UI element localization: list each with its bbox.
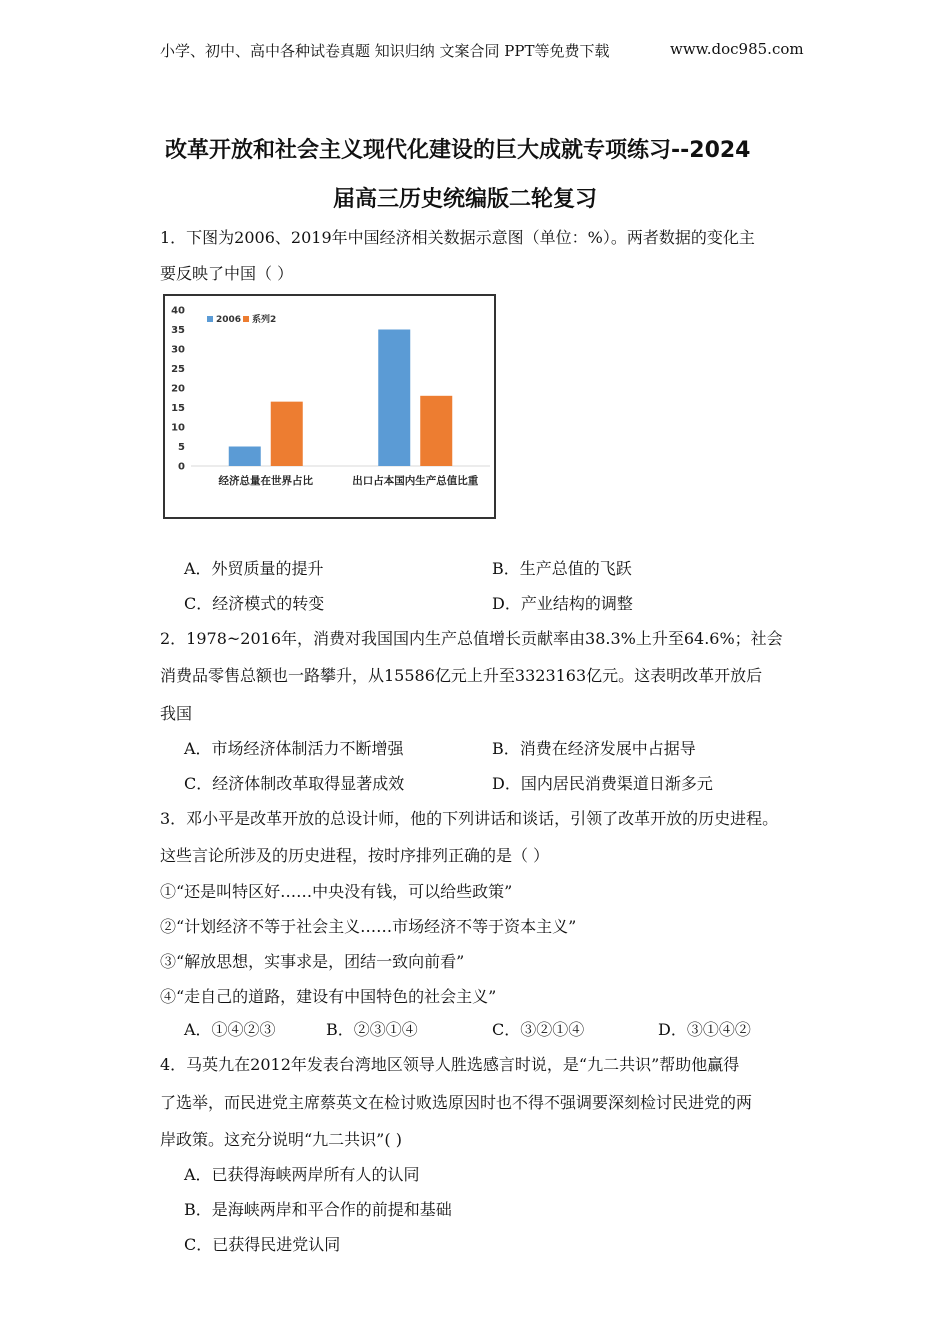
y-tick-label: 35 xyxy=(171,325,185,336)
bar-系列2-0 xyxy=(271,402,303,466)
q2-option-c[interactable]: C．经济体制改革取得显著成效 xyxy=(184,774,405,793)
y-tick-label: 25 xyxy=(171,364,185,375)
legend-swatch xyxy=(207,316,213,322)
y-tick-label: 15 xyxy=(171,403,185,414)
header-site-link[interactable]: www.doc985.com xyxy=(670,40,804,58)
q1-option-a[interactable]: A．外贸质量的提升 xyxy=(184,559,324,578)
q3-option-a[interactable]: A．①④②③ xyxy=(184,1020,276,1039)
q1-option-d[interactable]: D．产业结构的调整 xyxy=(492,594,633,613)
q1-option-b[interactable]: B．生产总值的飞跃 xyxy=(492,559,632,578)
q3-option-d[interactable]: D．③①④② xyxy=(658,1020,751,1039)
q1-stem-line2: 要反映了中国（ ） xyxy=(160,264,294,283)
y-tick-label: 30 xyxy=(171,344,185,356)
y-tick-label: 5 xyxy=(178,442,185,453)
q4-option-a[interactable]: A．已获得海峡两岸所有人的认同 xyxy=(184,1165,420,1184)
y-tick-label: 0 xyxy=(178,461,185,473)
y-tick-label: 40 xyxy=(171,305,185,317)
q3-item-3: ③“解放思想，实事求是，团结一致向前看” xyxy=(160,952,465,971)
header-text: 小学、初中、高中各种试卷真题 知识归纳 文案合同 PPT等免费下载 xyxy=(160,42,610,60)
q3-item-2: ②“计划经济不等于社会主义……市场经济不等于资本主义” xyxy=(160,917,577,936)
y-tick-label: 20 xyxy=(171,383,185,395)
q1-chart-svg xyxy=(165,296,498,521)
q3-item-1: ①“还是叫特区好……中央没有钱，可以给些政策” xyxy=(160,882,513,901)
bar-系列2-1 xyxy=(420,396,452,466)
q2-option-b[interactable]: B．消费在经济发展中占据导 xyxy=(492,739,696,758)
legend-swatch xyxy=(243,316,249,322)
q2-stem-line1: 2．1978~2016年，消费对我国国内生产总值增长贡献率由38.3%上升至64.6%；社会 xyxy=(160,629,783,648)
q3-option-b[interactable]: B．②③①④ xyxy=(326,1020,418,1039)
doc-title-line1: 改革开放和社会主义现代化建设的巨大成就专项练习--2024 xyxy=(165,138,751,163)
x-category-label: 经济总量在世界占比 xyxy=(218,475,313,487)
y-tick-label: 10 xyxy=(171,422,185,434)
legend-label: 系列2 xyxy=(252,315,277,325)
q4-stem-line3: 岸政策。这充分说明“九二共识”( ) xyxy=(160,1130,402,1149)
q4-stem-line1: 4．马英九在2012年发表台湾地区领导人胜选感言时说，是“九二共识”帮助他赢得 xyxy=(160,1055,740,1074)
q2-stem-line2: 消费品零售总额也一路攀升，从15586亿元上升至3323163亿元。这表明改革开放后 xyxy=(160,666,763,685)
q1-stem-line1: 1．下图为2006、2019年中国经济相关数据示意图（单位：%）。两者数据的变化主 xyxy=(160,228,755,247)
q3-option-c[interactable]: C．③②①④ xyxy=(492,1020,585,1039)
q4-stem-line2: 了选举，而民进党主席蔡英文在检讨败选原因时也不得不强调要深刻检讨民进党的两 xyxy=(160,1093,753,1112)
q1-option-c[interactable]: C．经济模式的转变 xyxy=(184,594,325,613)
q1-chart xyxy=(163,294,496,519)
q2-option-a[interactable]: A．市场经济体制活力不断增强 xyxy=(184,739,404,758)
q2-option-d[interactable]: D．国内居民消费渠道日渐多元 xyxy=(492,774,713,793)
doc-title-line2: 届高三历史统编版二轮复习 xyxy=(333,187,598,212)
bar-2006-0 xyxy=(229,447,261,467)
page-header xyxy=(160,40,804,61)
q3-item-4: ④“走自己的道路，建设有中国特色的社会主义” xyxy=(160,987,497,1006)
q3-stem-line1: 3．邓小平是改革开放的总设计师，他的下列讲话和谈话，引领了改革开放的历史进程。 xyxy=(160,809,779,828)
q3-stem-line2: 这些言论所涉及的历史进程，按时序排列正确的是（ ） xyxy=(160,846,550,865)
q4-option-c[interactable]: C．已获得民进党认同 xyxy=(184,1235,341,1254)
x-category-label: 出口占本国内生产总值比重 xyxy=(352,475,479,487)
bar-2006-1 xyxy=(378,330,410,467)
q2-stem-line3: 我国 xyxy=(160,704,193,723)
q4-option-b[interactable]: B．是海峡两岸和平合作的前提和基础 xyxy=(184,1200,452,1219)
legend-label: 2006 xyxy=(216,315,242,325)
